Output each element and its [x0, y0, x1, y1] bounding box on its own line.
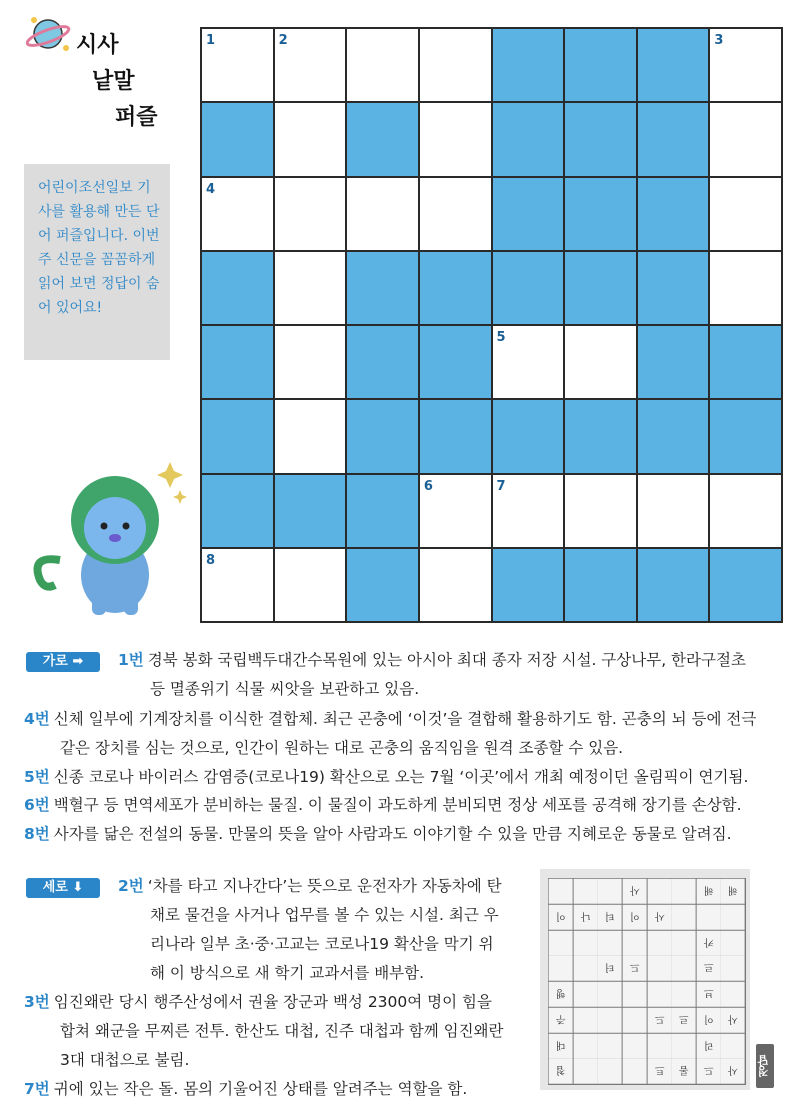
down-clue-2-cont-2: 리나라 일부 초·중·고교는 코로나19 확산을 막기 위 [150, 935, 494, 953]
blocked-cell [638, 29, 709, 101]
answer-cell [672, 956, 696, 981]
intro-box: 어린이조선일보 기사를 활용해 만든 단어 퍼즐입니다. 이번 주 신문을 꼼꼼하게 읽어 보면 정답이 숨어 있어요! [24, 164, 170, 360]
clue-text: 신종 코로나 바이러스 감염증(코로나19) 확산으로 오는 7월 ‘이곳’에서 개최 예정이던 올림픽이 연기됨. [53, 768, 749, 786]
saturn-icon [26, 10, 74, 56]
answer-cell [574, 1008, 598, 1033]
answer-cell [549, 879, 573, 904]
puzzle-cell[interactable] [420, 549, 491, 621]
blocked-cell [710, 400, 781, 472]
puzzle-cell[interactable] [347, 178, 418, 250]
answer-cell [598, 1059, 622, 1084]
blocked-cell [202, 326, 273, 398]
answer-cell: 주 [549, 1008, 573, 1033]
answer-cell: 대 [549, 1034, 573, 1059]
puzzle-cell[interactable] [275, 252, 346, 324]
blocked-cell [638, 549, 709, 621]
blocked-cell [420, 252, 491, 324]
clue-number: 7번 [24, 1080, 50, 1098]
across-clue-8 [24, 820, 732, 849]
puzzle-cell[interactable] [202, 178, 273, 250]
clue-number: 8번 [24, 825, 50, 843]
blocked-cell [638, 252, 709, 324]
blocked-cell [565, 549, 636, 621]
clue-text: 사자를 닮은 전설의 동물. 만물의 뜻을 알아 사람과도 이야기할 수 있을 만큼 지혜로운 동물로 알려짐. [53, 825, 732, 843]
blocked-cell [202, 475, 273, 547]
puzzle-cell[interactable] [202, 29, 273, 101]
down-clue-7 [24, 1075, 467, 1104]
blocked-cell [565, 29, 636, 101]
puzzle-cell[interactable] [493, 326, 564, 398]
puzzle-cell[interactable] [420, 178, 491, 250]
puzzle-cell[interactable] [420, 29, 491, 101]
down-badge: 세로 ⬇ [26, 878, 100, 898]
blocked-cell [493, 103, 564, 175]
puzzle-cell[interactable] [565, 326, 636, 398]
answer-cell [623, 1008, 647, 1033]
puzzle-cell[interactable] [420, 475, 491, 547]
puzzle-cell[interactable] [710, 252, 781, 324]
down-clue-3-cont-1: 합쳐 왜군을 무찌른 전투. 한산도 대첩, 진주 대첩과 함께 임진왜란 [60, 1022, 504, 1040]
clue-number-label: 3 [714, 33, 724, 48]
down-clue-2-cont-3: 해 이 방식으로 새 학기 교과서를 배부함. [150, 964, 425, 982]
answer-cell: 사 [721, 1059, 745, 1084]
answer-cell [648, 879, 672, 904]
blocked-cell [202, 252, 273, 324]
puzzle-cell[interactable] [275, 326, 346, 398]
clue-number: 4번 [24, 710, 50, 728]
answer-cell: 드 [697, 1059, 721, 1084]
blocked-cell [493, 400, 564, 472]
answer-cell: 첩 [549, 1059, 573, 1084]
answer-cell [574, 931, 598, 956]
puzzle-cell[interactable] [710, 103, 781, 175]
across-clue-1 [118, 646, 746, 675]
clue-text: 임진왜란 당시 행주산성에서 권율 장군과 백성 2300여 명이 힘을 [53, 993, 492, 1011]
answer-cell [598, 982, 622, 1007]
clue-number-label: 1 [206, 33, 216, 48]
puzzle-cell[interactable] [420, 103, 491, 175]
clue-number: 5번 [24, 768, 50, 786]
puzzle-cell[interactable] [638, 475, 709, 547]
answer-cell: 이 [623, 905, 647, 930]
blocked-cell [493, 252, 564, 324]
puzzle-cell[interactable] [275, 29, 346, 101]
clue-number-label: 8 [206, 552, 216, 568]
blocked-cell [710, 326, 781, 398]
answer-cell [721, 982, 745, 1007]
answer-cell: 롬 [672, 1059, 696, 1084]
clue-number: 1번 [118, 651, 144, 669]
answer-cell [721, 905, 745, 930]
answer-cell [648, 1034, 672, 1059]
blocked-cell [347, 475, 418, 547]
clue-text: 귀에 있는 작은 돌. 몸의 기울어진 상태를 알려주는 역할을 함. [53, 1080, 468, 1098]
blocked-cell [347, 252, 418, 324]
answer-cell: 해 [697, 879, 721, 904]
answer-cell [623, 931, 647, 956]
blocked-cell [347, 549, 418, 621]
blocked-cell [420, 326, 491, 398]
puzzle-cell[interactable] [275, 103, 346, 175]
answer-cell [598, 879, 622, 904]
answer-cell: 나 [574, 905, 598, 930]
across-clue-6 [24, 791, 742, 820]
answer-cell [648, 982, 672, 1007]
answer-cell [574, 879, 598, 904]
blocked-cell [565, 252, 636, 324]
answer-cell [721, 931, 745, 956]
blocked-cell [638, 400, 709, 472]
clue-number: 3번 [24, 993, 50, 1011]
clue-number-label: 6 [423, 478, 433, 494]
blocked-cell [275, 475, 346, 547]
answer-cell [549, 956, 573, 981]
answer-cell [623, 1059, 647, 1084]
clue-number-label: 7 [496, 478, 506, 494]
title-line-1: 시사 [76, 33, 119, 58]
answer-cell [672, 1034, 696, 1059]
across-clue-1-cont: 등 멸종위기 식물 씨앗을 보관하고 있음. [150, 680, 420, 698]
blocked-cell [565, 103, 636, 175]
lion-mascot-illustration [20, 450, 190, 620]
clue-number: 6번 [24, 796, 50, 814]
answer-cell [598, 1034, 622, 1059]
answer-cell [549, 931, 573, 956]
puzzle-cell[interactable] [275, 178, 346, 250]
blocked-cell [202, 103, 273, 175]
across-clue-4-cont: 같은 장치를 심는 것으로, 인간이 원하는 대로 곤충의 움직임을 원격 조종할 수 있음. [60, 739, 624, 757]
blocked-cell [493, 178, 564, 250]
answer-cell [648, 956, 672, 981]
puzzle-cell[interactable] [493, 475, 564, 547]
puzzle-cell[interactable] [710, 29, 781, 101]
blocked-cell [420, 400, 491, 472]
down-clue-2-cont-1: 채로 물건을 사거나 업무를 볼 수 있는 시설. 최근 우 [150, 906, 499, 924]
answer-cell [672, 982, 696, 1007]
puzzle-cell[interactable] [710, 475, 781, 547]
down-clue-3 [24, 988, 492, 1017]
answer-cell [672, 905, 696, 930]
answer-cell: 트 [648, 1059, 672, 1084]
puzzle-cell[interactable] [347, 29, 418, 101]
across-clue-5 [24, 763, 748, 792]
answer-cell: 드 [623, 956, 647, 981]
answer-cell: 르 [672, 1008, 696, 1033]
answer-cell [623, 982, 647, 1007]
answer-cell [623, 1034, 647, 1059]
down-clue-2 [118, 872, 502, 901]
puzzle-cell[interactable] [275, 549, 346, 621]
answer-cell: 르 [697, 956, 721, 981]
answer-cell: 사 [648, 905, 672, 930]
down-clue-3-cont-2: 3대 대첩으로 불림. [60, 1051, 190, 1069]
answer-cell [574, 1059, 598, 1084]
clue-number: 2번 [118, 877, 144, 895]
clue-number-label: 2 [278, 33, 288, 48]
answer-label: 정답 [756, 1044, 774, 1088]
answer-cell [574, 1034, 598, 1059]
blocked-cell [347, 326, 418, 398]
clue-text: 백혈구 등 면역세포가 분비하는 물질. 이 물질이 과도하게 분비되면 정상 세포를 공격해 장기를 손상함. [53, 796, 742, 814]
clue-text: ‘차를 타고 지나간다’는 뜻으로 운전자가 자동차에 탄 [147, 877, 502, 895]
clue-text: 신체 일부에 기계장치를 이식한 결합체. 최근 곤충에 ‘이것’을 결합해 활용하기도 함. 곤충의 뇌 등에 전극 [53, 710, 757, 728]
across-badge: 가로 ➡ [26, 652, 100, 672]
title-line-2: 낱말 [92, 69, 135, 94]
crossword-grid [200, 27, 783, 623]
answer-cell: 브 [697, 982, 721, 1007]
answer-cell: 카 [697, 931, 721, 956]
across-clue-4 [24, 705, 756, 734]
answer-cell: 해 [721, 879, 745, 904]
blocked-cell [565, 178, 636, 250]
answer-cell: 티 [598, 905, 622, 930]
blocked-cell [493, 549, 564, 621]
title-line-3: 퍼즐 [115, 105, 158, 130]
answer-cell [648, 931, 672, 956]
answer-cell [574, 982, 598, 1007]
blocked-cell [638, 326, 709, 398]
answer-cell [721, 1034, 745, 1059]
answer-cell: 드 [648, 1008, 672, 1033]
puzzle-cell[interactable] [275, 400, 346, 472]
answer-cell: 리 [697, 1034, 721, 1059]
clue-number-label: 5 [496, 330, 506, 345]
clue-text: 경북 봉화 국립백두대간수목원에 있는 아시아 최대 종자 저장 시설. 구상나무, 한라구절초 [147, 651, 746, 669]
puzzle-cell[interactable] [202, 549, 273, 621]
answer-cell [721, 956, 745, 981]
clue-number-label: 4 [206, 181, 216, 197]
answer-cell: 터 [598, 956, 622, 981]
answer-grid [548, 878, 746, 1085]
answer-cell [574, 956, 598, 981]
answer-cell: 사 [721, 1008, 745, 1033]
blocked-cell [202, 400, 273, 472]
puzzle-cell[interactable] [565, 475, 636, 547]
answer-cell [598, 931, 622, 956]
answer-cell [672, 931, 696, 956]
blocked-cell [710, 549, 781, 621]
answer-cell: 이 [697, 1008, 721, 1033]
answer-cell: 행 [549, 982, 573, 1007]
blocked-cell [493, 29, 564, 101]
answer-cell [672, 879, 696, 904]
blocked-cell [347, 400, 418, 472]
blocked-cell [347, 103, 418, 175]
blocked-cell [638, 178, 709, 250]
answer-cell: 사 [623, 879, 647, 904]
puzzle-cell[interactable] [710, 178, 781, 250]
blocked-cell [638, 103, 709, 175]
answer-cell [697, 905, 721, 930]
answer-cell: 이 [549, 905, 573, 930]
answer-cell [598, 1008, 622, 1033]
blocked-cell [565, 400, 636, 472]
